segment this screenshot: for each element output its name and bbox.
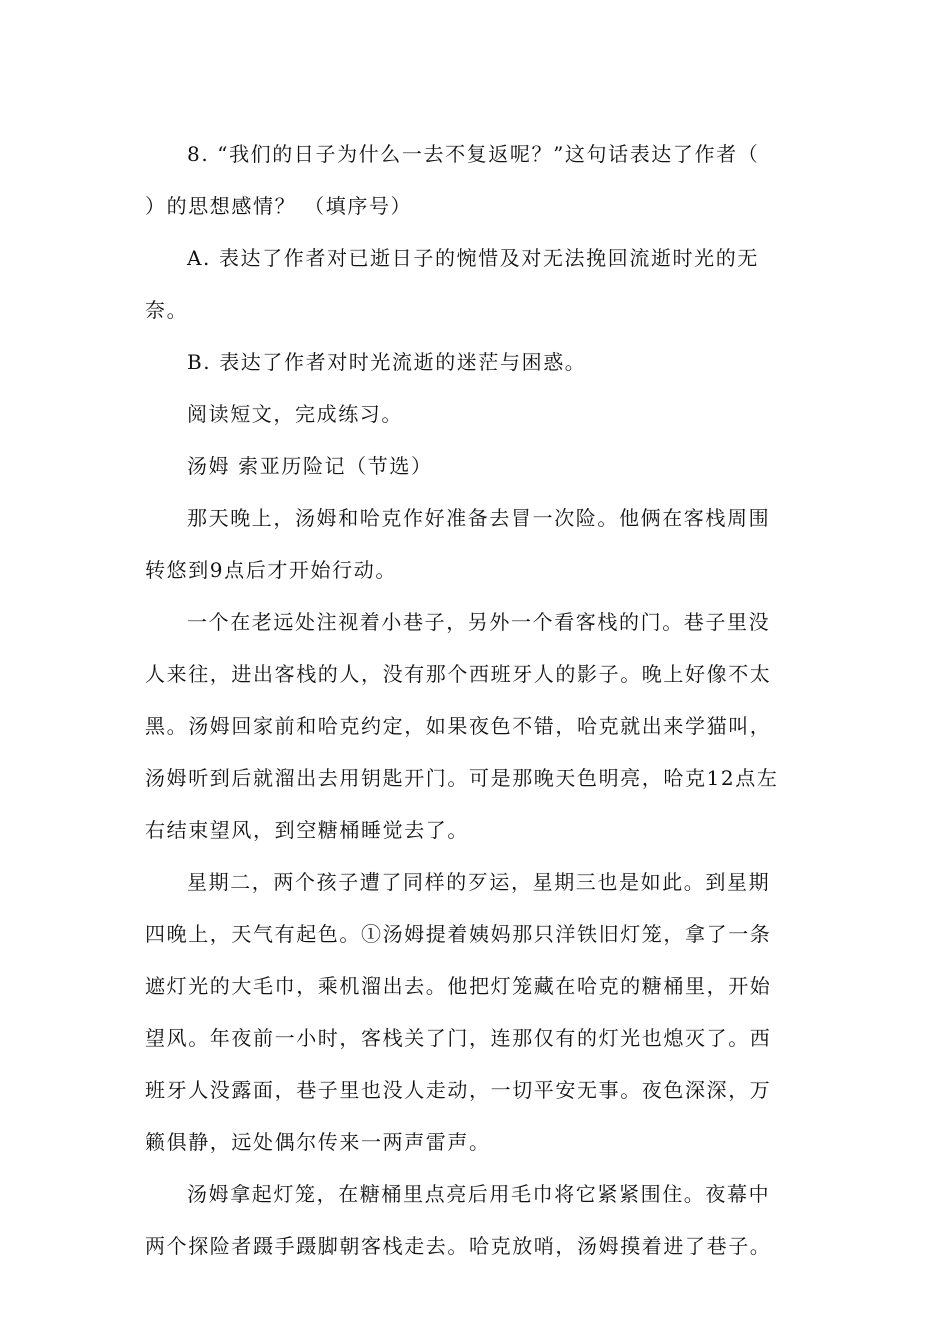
option-a-line-2: 奈。: [145, 298, 189, 322]
paragraph-2-line-5: 右结束望风，到空糖桶睡觉去了。: [145, 818, 469, 842]
question-8-line-1: 8. “我们的日子为什么一去不复返呢？”这句话表达了作者（: [187, 142, 760, 166]
paragraph-3-line-3: 遮灯光的大毛巾，乘机溜出去。他把灯笼藏在哈克的糖桶里，开始: [145, 974, 772, 998]
passage-title: 汤姆 索亚历险记（节选）: [187, 454, 433, 478]
paragraph-3-line-5: 班牙人没露面，巷子里也没人走动，一切平安无事。夜色深深，万: [145, 1078, 772, 1102]
paragraph-1-line-2: 转悠到9点后才开始行动。: [145, 558, 397, 582]
paragraph-4-line-1: 汤姆拿起灯笼，在糖桶里点亮后用毛巾将它紧紧围住。夜幕中: [187, 1182, 771, 1206]
paragraph-2-line-2: 人来往，进出客栈的人，没有那个西班牙人的影子。晚上好像不太: [145, 662, 772, 686]
question-8-line-2: ）的思想感情？ （填序号）: [145, 194, 413, 218]
paragraph-2-line-4: 汤姆听到后就溜出去用钥匙开门。可是那晚天色明亮，哈克12点左: [145, 766, 779, 790]
paragraph-3-line-4: 望风。年夜前一小时，客栈关了门，连那仅有的灯光也熄灭了。西: [145, 1026, 772, 1050]
option-b: B. 表达了作者对时光流逝的迷茫与困惑。: [187, 350, 587, 374]
paragraph-3-line-1: 星期二，两个孩子遭了同样的歹运，星期三也是如此。到星期: [187, 870, 771, 894]
paragraph-3-line-2: 四晚上，天气有起色。①汤姆提着姨妈那只洋铁旧灯笼，拿了一条: [145, 922, 772, 946]
reading-instruction: 阅读短文，完成练习。: [187, 402, 403, 426]
option-a-line-1: A. 表达了作者对已逝日子的惋惜及对无法挽回流逝时光的无: [187, 246, 759, 270]
paragraph-2-line-3: 黑。汤姆回家前和哈克约定，如果夜色不错，哈克就出来学猫叫，: [145, 714, 772, 738]
paragraph-1-line-1: 那天晚上，汤姆和哈克作好准备去冒一次险。他俩在客栈周围: [187, 506, 771, 530]
paragraph-4-line-2: 两个探险者蹑手蹑脚朝客栈走去。哈克放哨，汤姆摸着进了巷子。: [145, 1234, 772, 1258]
document-page: [145, 126, 810, 1259]
paragraph-2-line-1: 一个在老远处注视着小巷子，另外一个看客栈的门。巷子里没: [187, 610, 771, 634]
paragraph-3-line-6: 籁俱静，远处偶尔传来一两声雷声。: [145, 1130, 491, 1154]
